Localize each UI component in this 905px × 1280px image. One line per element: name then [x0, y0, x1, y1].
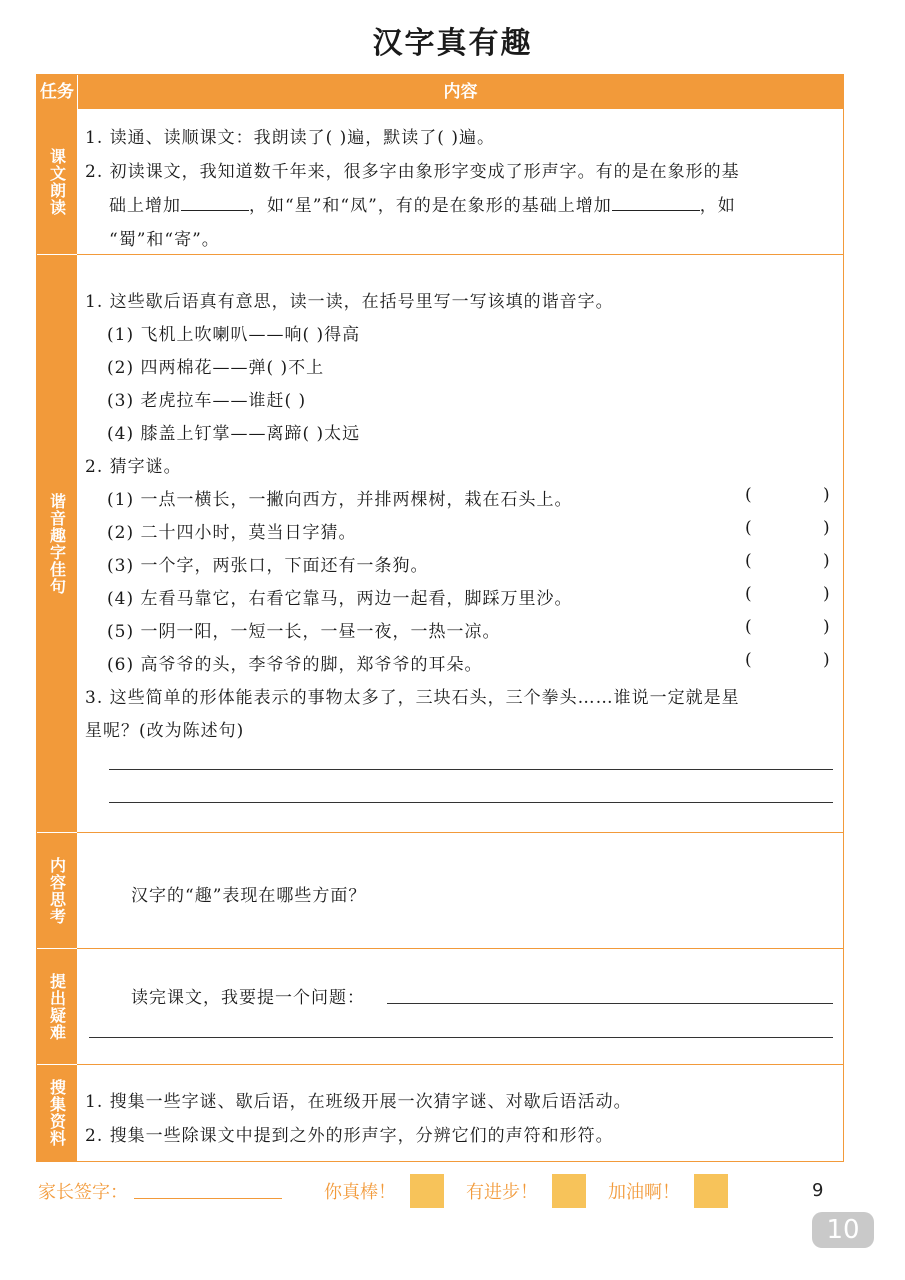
homophone-item-2: (2) 四两棉花——弹( )不上 [107, 358, 325, 378]
riddle-item-1: (1) 一点一横长，一撇向西方，并排两棵树，栽在石头上。 [107, 490, 573, 510]
answer-paren-open[interactable]: ( [745, 518, 752, 538]
homophone-item-3: (3) 老虎拉车——谁赶( ) [107, 391, 307, 411]
answer-line[interactable] [89, 1037, 833, 1038]
answer-paren-close: ) [823, 584, 830, 604]
reading-line-4: “蜀”和“寄”。 [109, 230, 220, 250]
section-label-thinking: 内容思考 [37, 833, 77, 949]
answer-line[interactable] [109, 802, 833, 803]
page-number: 9 [812, 1180, 824, 1201]
riddle-q2: 2. 猜字谜。 [85, 457, 182, 477]
worksheet-table [36, 74, 844, 1162]
answer-line[interactable] [109, 769, 833, 770]
answer-paren-close: ) [823, 617, 830, 637]
collect-item-2: 2. 搜集一些除课文中提到之外的形声字，分辨它们的声符和形符。 [85, 1126, 614, 1146]
answer-paren-open[interactable]: ( [745, 617, 752, 637]
homophone-q1: 1. 这些歇后语真有意思，读一读，在括号里写一写该填的谐音字。 [85, 292, 614, 312]
riddle-item-3: (3) 一个字，两张口，下面还有一条狗。 [107, 556, 429, 576]
reading-line-3: 础上增加 ，如“星”和“凤”，有的是在象形的基础上增加 ，如 [109, 196, 736, 216]
reading-line-1: 1. 读通、读顺课文：我朗读了( )遍，默读了( )遍。 [85, 128, 495, 148]
header-task: 任务 [37, 75, 78, 109]
rating-cheer-checkbox[interactable] [694, 1174, 728, 1208]
rewrite-q3-line2: 星呢？(改为陈述句) [85, 721, 245, 741]
questions-prompt: 读完课文，我要提一个问题： [131, 988, 365, 1008]
section-questions [77, 949, 843, 1065]
parent-sign-label: 家长签字： [38, 1182, 128, 1203]
section-label-homophone: 谐音趣字佳句 [37, 255, 77, 833]
section-collect [77, 1065, 843, 1161]
answer-line[interactable] [387, 1003, 833, 1004]
section-thinking [77, 833, 843, 949]
answer-paren-open[interactable]: ( [745, 584, 752, 604]
page-badge: 10 [812, 1212, 874, 1248]
answer-blank[interactable] [612, 196, 700, 211]
rating-great-checkbox[interactable] [410, 1174, 444, 1208]
answer-paren-close: ) [823, 650, 830, 670]
rewrite-q3-line1: 3. 这些简单的形体能表示的事物太多了，三块石头，三个拳头……谁说一定就是星 [85, 688, 740, 708]
section-label-reading: 课文朗读 [37, 109, 77, 255]
answer-paren-open[interactable]: ( [745, 485, 752, 505]
homophone-item-1: (1) 飞机上吹喇叭——响( )得高 [107, 325, 361, 345]
rating-great: 你真棒！ [324, 1182, 396, 1203]
answer-paren-close: ) [823, 518, 830, 538]
table-header [37, 75, 843, 109]
answer-paren-open[interactable]: ( [745, 551, 752, 571]
header-content: 内容 [443, 82, 478, 102]
parent-sign-line[interactable] [134, 1198, 282, 1199]
rating-progress: 有进步！ [466, 1182, 538, 1203]
rating-progress-checkbox[interactable] [552, 1174, 586, 1208]
riddle-item-2: (2) 二十四小时，莫当日字猜。 [107, 523, 357, 543]
riddle-item-4: (4) 左看马靠它，右看它靠马，两边一起看，脚踩万里沙。 [107, 589, 573, 609]
answer-paren-close: ) [823, 551, 830, 571]
collect-item-1: 1. 搜集一些字谜、歇后语，在班级开展一次猜字谜、对歇后语活动。 [85, 1092, 632, 1112]
thinking-question: 汉字的“趣”表现在哪些方面？ [131, 886, 367, 906]
riddle-item-6: (6) 高爷爷的头，李爷爷的脚，郑爷爷的耳朵。 [107, 655, 483, 675]
section-homophone [77, 255, 843, 833]
answer-blank[interactable] [181, 196, 249, 211]
answer-paren-open[interactable]: ( [745, 650, 752, 670]
reading-line-2: 2. 初读课文，我知道数千年来，很多字由象形字变成了形声字。有的是在象形的基 [85, 162, 740, 182]
section-label-collect: 搜集资料 [37, 1065, 77, 1161]
section-label-questions: 提出疑难 [37, 949, 77, 1065]
homophone-item-4: (4) 膝盖上钉掌——离蹄( )太远 [107, 424, 361, 444]
answer-paren-close: ) [823, 485, 830, 505]
rating-cheer: 加油啊！ [608, 1182, 680, 1203]
page-title: 汉字真有趣 [372, 26, 533, 61]
section-reading [77, 109, 843, 255]
riddle-item-5: (5) 一阴一阳，一短一长，一昼一夜，一热一凉。 [107, 622, 501, 642]
